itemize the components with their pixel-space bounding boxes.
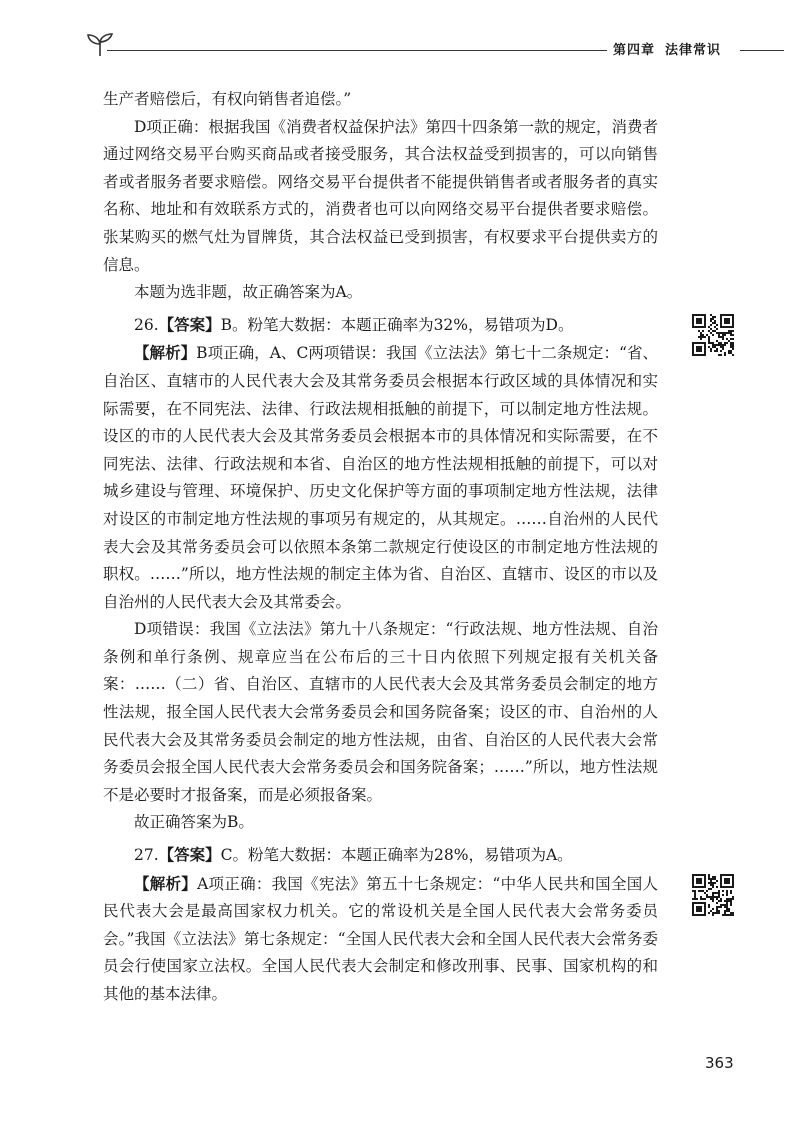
chapter-title xyxy=(613,39,721,58)
header-rule-left xyxy=(107,50,607,51)
question-26-analysis: 【解析】B项正确，A、C两项错误：我国《立法法》第七十二条规定：“省、自治区、直辖市的人民代表大会及其常务委员会根据本行政区域的具体情况和实际需要，在不同宪法、法律、行政法规相抵触的前提下，可以制定地方性法规。设区的市的人民代表大会及其常务委员会根据本市的具体情况和实际需要，在不同宪法、法律、行政法规和本省、自治区的地方性法规相抵触的前提下，可以对城乡建设与管理、环境保护、历史文化保护等方面的事项制定地方性法规，法律对设区的市制定地方性法规的事项另有规定的，从其规定。……自治州的人民代表大会及其常务委员会可以依照本条第二款规定行使设区的市制定地方性法规的职权。……”所以，地方性法规的制定主体为省、自治区、直辖市、设区的市以及自治州的人民代表大会及其常委会。 xyxy=(103,343,658,611)
sprout-logo-icon xyxy=(85,32,115,58)
paragraph-continued: 生产者赔偿后，有权向销售者追偿。” xyxy=(103,90,352,108)
page-number: 363 xyxy=(705,1054,734,1072)
answer-label: 【答案】 xyxy=(158,314,221,334)
paragraph-answer-25: 本题为选非题，故正确答案为A。 xyxy=(134,283,363,302)
paragraph-answer-26: 故正确答案为B。 xyxy=(134,813,254,832)
question-27-answer: 27.【答案】C。粉笔大数据：本题正确率为28%，易错项为A。 xyxy=(134,845,573,865)
qr-code-icon[interactable] xyxy=(690,312,736,358)
analysis-label: 【解析】 xyxy=(134,873,198,893)
page-body xyxy=(103,86,658,1009)
header-rule-right xyxy=(740,50,784,51)
paragraph-option-d-correct: D项正确：根据我国《消费者权益保护法》第四十四条第一款的规定，消费者通过网络交易平台购买商品或者接受服务，其合法权益受到损害的，可以向销售者或者服务者要求赔偿。网络交易平台提供者不能提供销售者或者服务者的真实名称、地址和有效联系方式的，消费者也可以向网络交易平台提供者要求赔偿。张某购买的燃气灶为冒牌货，其合法权益已受到损害，有权要求平台提供卖方的信息。 xyxy=(103,117,658,274)
page-header xyxy=(85,28,765,62)
question-number: 27. xyxy=(134,846,159,865)
question-27-analysis: 【解析】A项正确：我国《宪法》第五十七条规定：“中华人民共和国全国人民代表大会是最高国家权力机关。它的常设机关是全国人民代表大会常务委员会。”我国《立法法》第七条规定：“全国人民代表大会和全国人民代表大会常务委员会行使国家立法权。全国人民代表大会制定和修改刑事、民事、国家机构的和其他的基本法律。 xyxy=(103,873,658,1003)
answer-label: 【答案】 xyxy=(158,845,221,865)
question-number: 26. xyxy=(134,315,159,334)
question-26-answer: 26.【答案】B。粉笔大数据：本题正确率为32%，易错项为D。 xyxy=(134,314,574,334)
paragraph-option-d-wrong: D项错误：我国《立法法》第九十八条规定：“行政法规、地方性法规、自治条例和单行条例、规章应当在公布后的三十日内依照下列规定报有关机关备案：……（二）省、自治区、直辖市的人民代表大会及其常务委员会制定的地方性法规，报全国人民代表大会常务委员会和国务院备案；设区的市、自治州的人民代表大会及其常务委员会制定的地方性法规，由省、自治区的人民代表大会常务委员会报全国人民代表大会常务委员会和国务院备案；……”所以，地方性法规不是必要时才报备案，而是必须报备案。 xyxy=(103,620,658,804)
qr-code-icon[interactable] xyxy=(690,872,736,918)
analysis-label: 【解析】 xyxy=(134,343,197,363)
chapter-number: 第四章 xyxy=(613,43,656,58)
section-title: 法律常识 xyxy=(665,43,722,58)
